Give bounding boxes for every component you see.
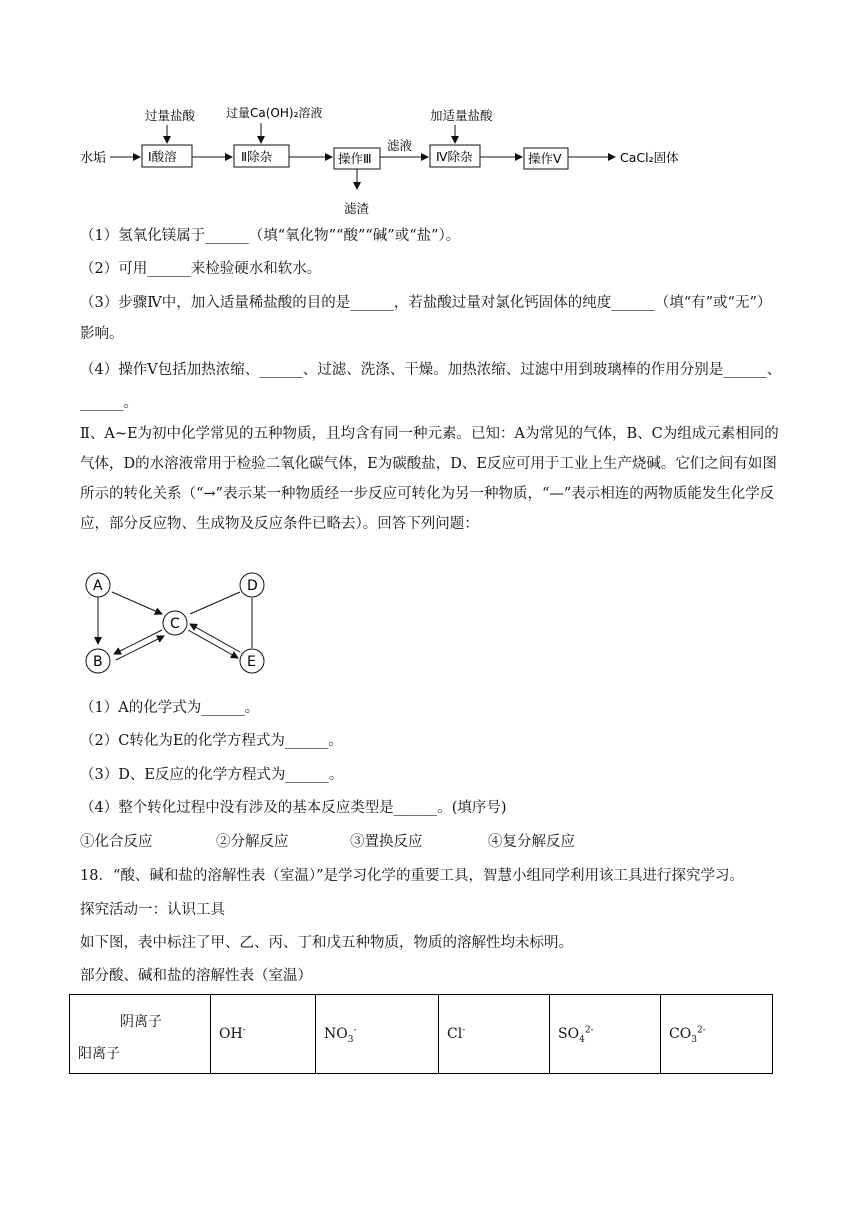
flow-step3-residue: 滤渣: [344, 201, 370, 216]
flow-step3-filtrate: 滤液: [387, 138, 413, 153]
flow-step4: Ⅳ除杂: [436, 149, 473, 164]
process-flow-diagram: [0, 95, 860, 220]
table-header-row: [70, 995, 773, 1074]
flow-start: 水垢: [80, 151, 107, 166]
header-cation: 阳离子: [78, 1046, 120, 1062]
part2-q2: （2）C转化为E的化学方程式为______。: [80, 733, 343, 749]
flow-step1-reagent: 过量盐酸: [145, 108, 196, 123]
solubility-table: [69, 994, 773, 1074]
anion-cell-oh: OH-: [211, 995, 316, 1074]
part2-q3: （3）D、E反应的化学方程式为______。: [80, 767, 344, 783]
node-d-label: D: [247, 578, 258, 594]
part1-q4-line2: ______。: [80, 395, 138, 411]
part1-q2: （2）可用______来检验硬水和软水。: [80, 261, 322, 277]
header-anion: 阴离子: [120, 1014, 162, 1030]
flow-step1: Ⅰ酸溶: [148, 149, 177, 164]
option-1: ①化合反应: [80, 834, 153, 850]
q18-desc: 如下图，表中标注了甲、乙、丙、丁和戊五种物质，物质的溶解性均未标明。: [80, 935, 573, 951]
flow-product: CaCl₂固体: [620, 150, 679, 165]
anion-cell-so4: $SO_4^{2-}$: [550, 995, 661, 1074]
flow-step4-reagent: 加适量盐酸: [430, 108, 493, 123]
flow-step3: 操作Ⅲ: [338, 151, 372, 166]
q18-table-title: 部分酸、碱和盐的溶解性表（室温）: [80, 968, 312, 984]
anion-cell-co3: $CO_3^{2-}$: [661, 995, 773, 1074]
anion-cell-cl: Cl-: [439, 995, 550, 1074]
option-4: ④复分解反应: [488, 834, 575, 850]
node-b-label: B: [93, 654, 103, 670]
part1-q1: （1）氢氧化镁属于______（填“氧化物”“酸”“碱”或“盐”）。: [80, 228, 461, 244]
flow-step2-reagent: 过量Ca(OH)₂溶液: [226, 106, 323, 120]
node-c-label: C: [170, 616, 180, 632]
flow-step5: 操作Ⅴ: [528, 151, 562, 166]
q18-stem: 18．“酸、碱和盐的溶解性表（室温）”是学习化学的重要工具，智慧小组同学利用该工具进行探究学习。: [80, 868, 745, 884]
relation-diagram: [76, 562, 276, 682]
part1-q4-line1: （4）操作Ⅴ包括加热浓缩、______、过滤、洗涤、干燥。加热浓缩、过滤中用到玻璃棒的作用分别是______、: [80, 362, 782, 378]
part2-q4: （4）整个转化过程中没有涉及的基本反应类型是______。(填序号): [80, 800, 507, 816]
anion-cell-no3: $NO_3^-$: [316, 995, 439, 1074]
corner-header-cell: [70, 995, 211, 1074]
option-2: ②分解反应: [216, 834, 289, 850]
part2-q1: （1）A的化学式为______。: [80, 700, 260, 716]
q18-activity: 探究活动一：认识工具: [80, 902, 225, 918]
node-e-label: E: [247, 654, 256, 670]
part2-intro: Ⅱ、A~E为初中化学常见的五种物质，且均含有同一种元素。已知：A为常见的气体，B、C为组成元素相同的气体，D的水溶液常用于检验二氧化碳气体，E为碳酸盐，D、E反应可用于工业上生产烧碱。它们之间有如图所示的转化关系（“→”表示某一种物质经一步反应可转化为另一种物质，“—”表示相连的两物质能发生化学反应，部分反应物、生成物及反应条件已略去）。回答下列问题：: [80, 426, 779, 532]
part1-q3-line2: 影响。: [80, 326, 124, 342]
option-3: ③置换反应: [350, 834, 423, 850]
node-a-label: A: [93, 578, 103, 594]
part1-q3-line1: （3）步骤Ⅳ中，加入适量稀盐酸的目的是______，若盐酸过量对氯化钙固体的纯度______（填“有”或“无”）: [80, 295, 772, 311]
flow-step2: Ⅱ除杂: [241, 149, 273, 164]
